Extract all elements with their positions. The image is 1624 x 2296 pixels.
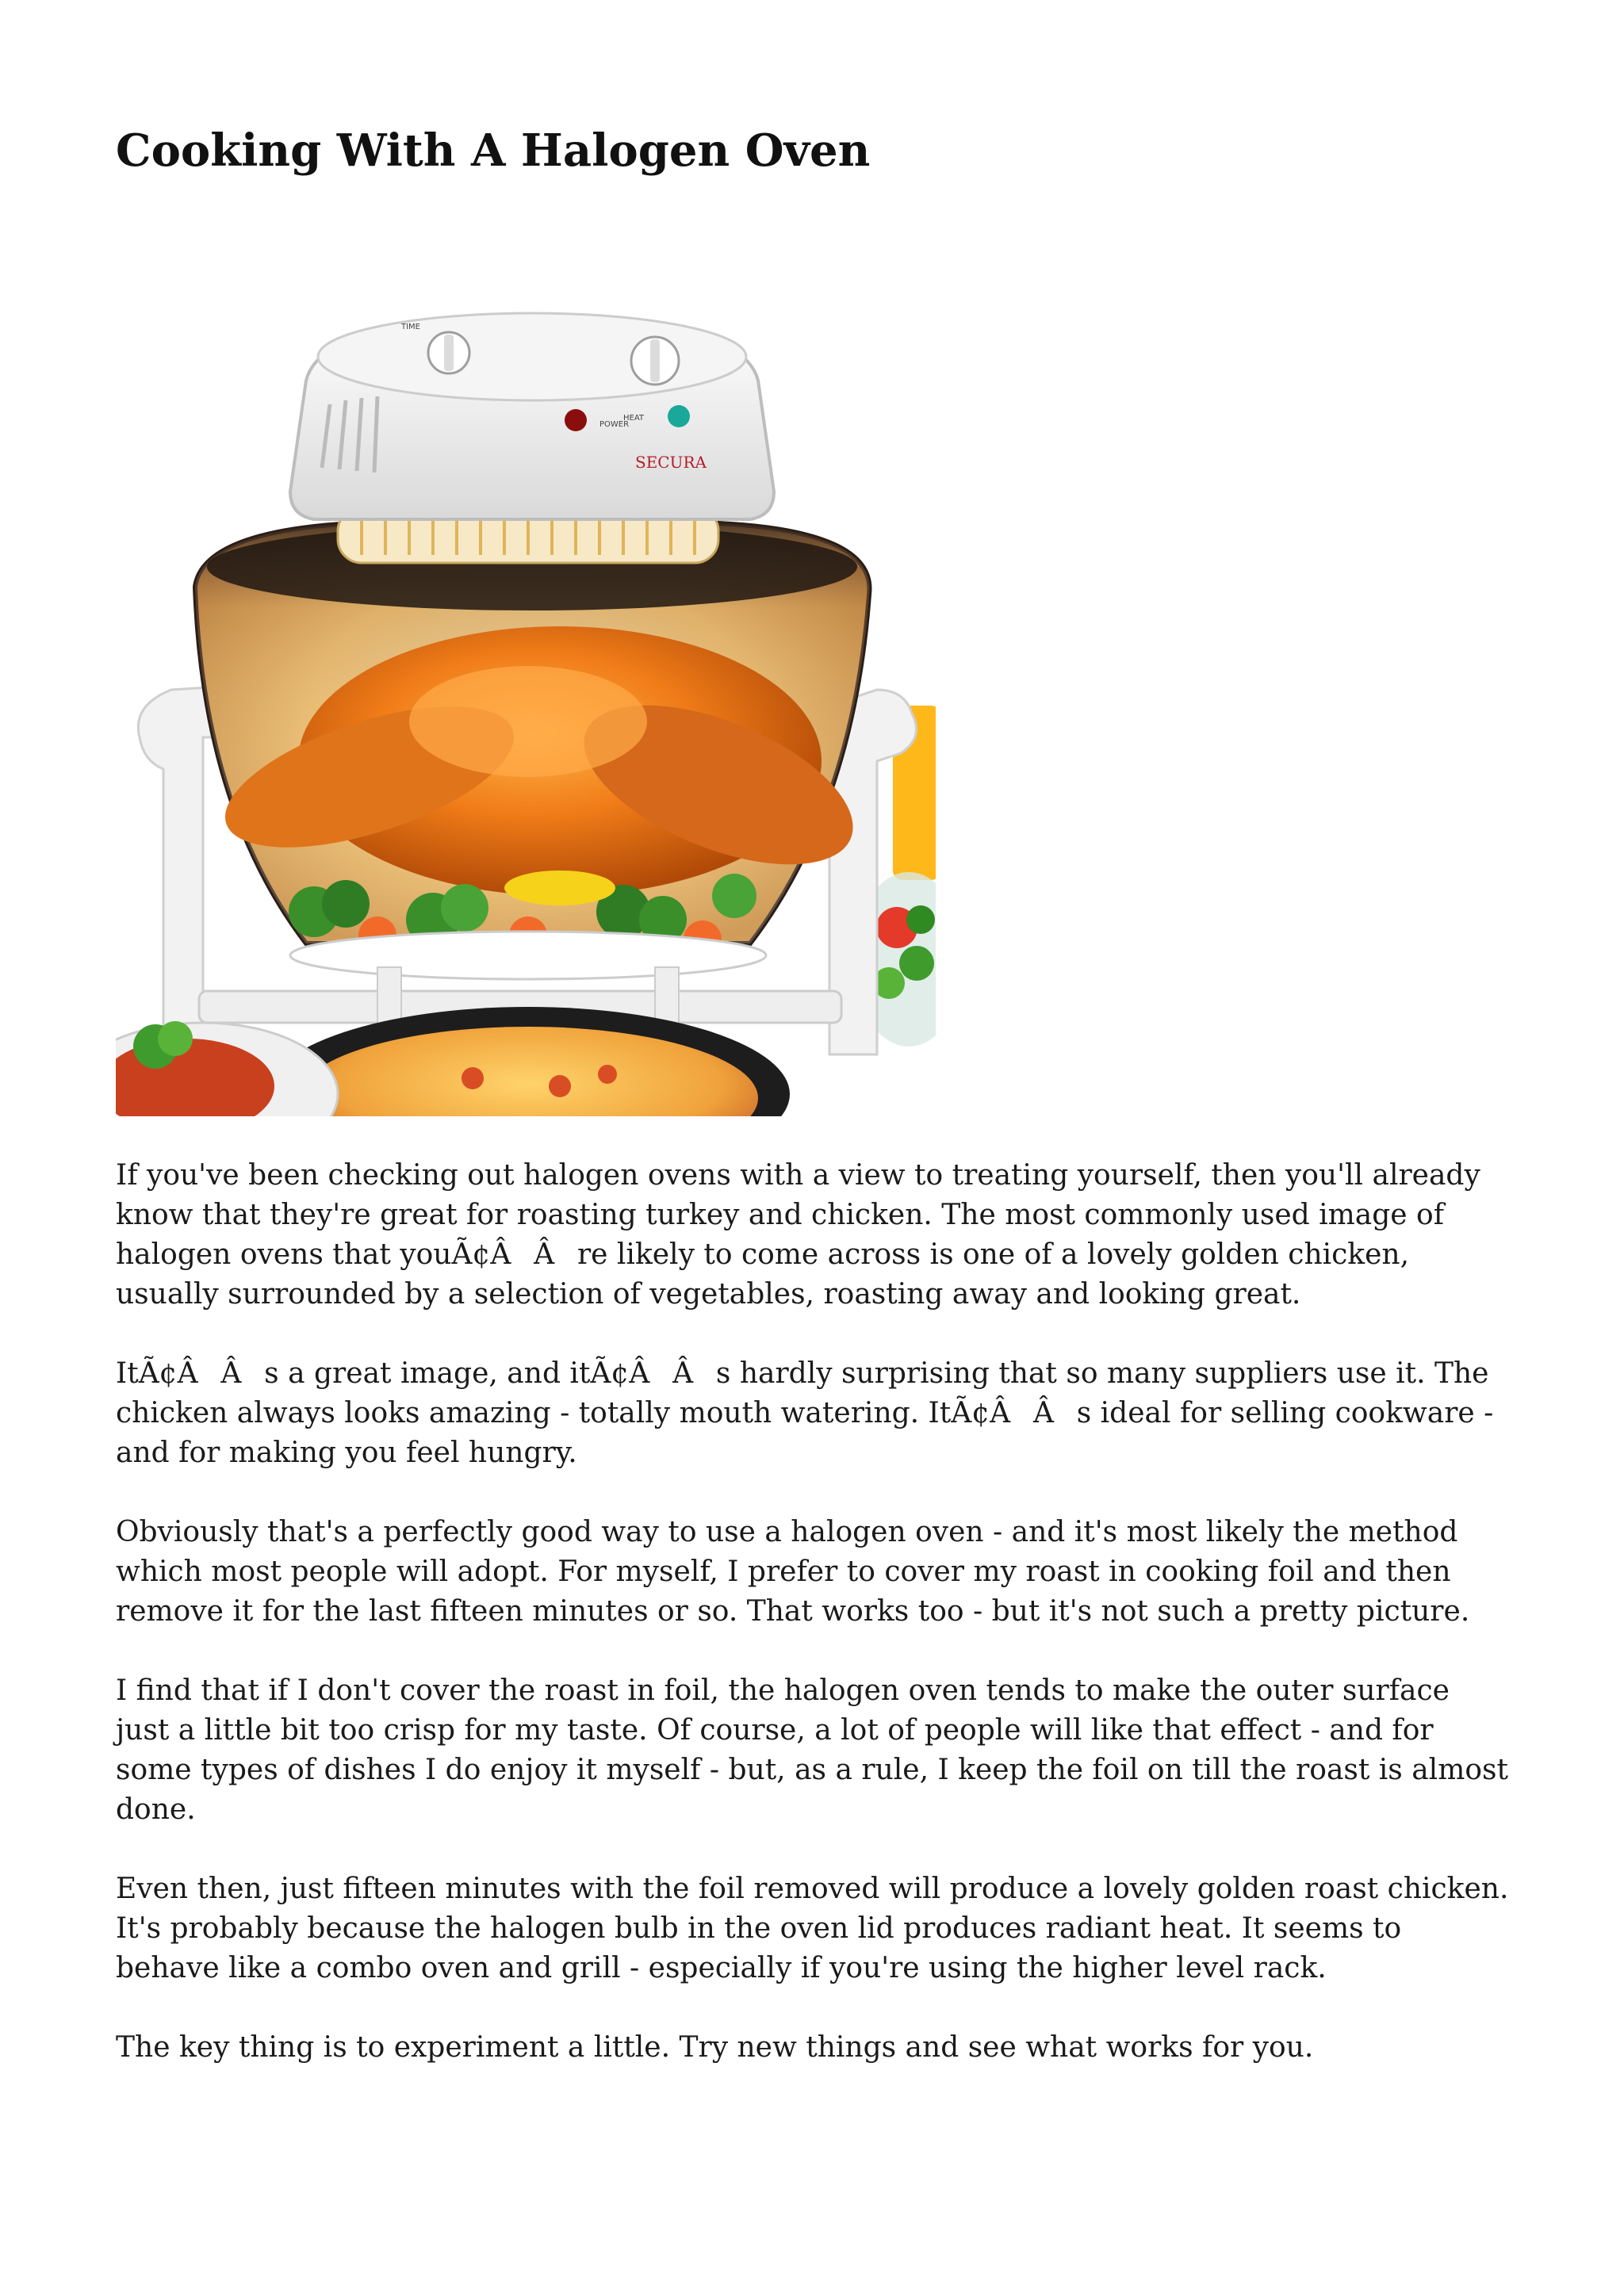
paragraph: I find that if I don't cover the roast in foil, the halogen oven tends to make the outer surface just a little bit too crisp for my taste. Of course, a lot of people will like that effect - and for some types of dishes I do enjoy it myself - but, as a rule, I keep the foil on till the roast is almost done. — [116, 1674, 1508, 1826]
paragraph: Obviously that's a perfectly good way to use a halogen oven - and it's most likely the method which most people will adopt. For myself, I prefer to cover my roast in cooking foil and then remove it for the last fifteen minutes or so. That works too - but it's not such a pretty picture. — [116, 1516, 1470, 1628]
paragraph: If you've been checking out halogen ovens with a view to treating yourself, then you'll already know that they're great for roasting turkey and chicken. The most commonly used image of halogen ovens that youÃ¢ÂÂre likely to come across is one of a lovely golden chicken, usually surrounded by a selection of vegetables, roasting away and looking great. — [116, 1159, 1480, 1311]
power-label: POWER — [599, 420, 630, 429]
article-body — [116, 1156, 1511, 2107]
time-label: TIME — [401, 323, 421, 331]
paragraph: The key thing is to experiment a little. Try new things and see what works for you. — [116, 2031, 1314, 2064]
paragraph: Even then, just fifteen minutes with the foil removed will produce a lovely golden roast chicken. It's probably because the halogen bulb in the oven lid produces radiant heat. It seems to behave like a combo oven and grill - especially if you're using the higher level rack. — [116, 1873, 1509, 1984]
brand-logo-text: SECURA — [635, 453, 707, 472]
article-title: Cooking With A Halogen Oven — [116, 124, 871, 177]
heat-label: HEAT — [623, 414, 645, 423]
halogen-oven-image — [116, 293, 936, 1116]
paragraph: ItÃ¢ÂÂs a great image, and itÃ¢ÂÂs hardly surprising that so many suppliers use it. The chicken always looks amazing - totally mouth watering. ItÃ¢ÂÂs ideal for selling cookware - and for making you feel hungry. — [116, 1357, 1494, 1469]
